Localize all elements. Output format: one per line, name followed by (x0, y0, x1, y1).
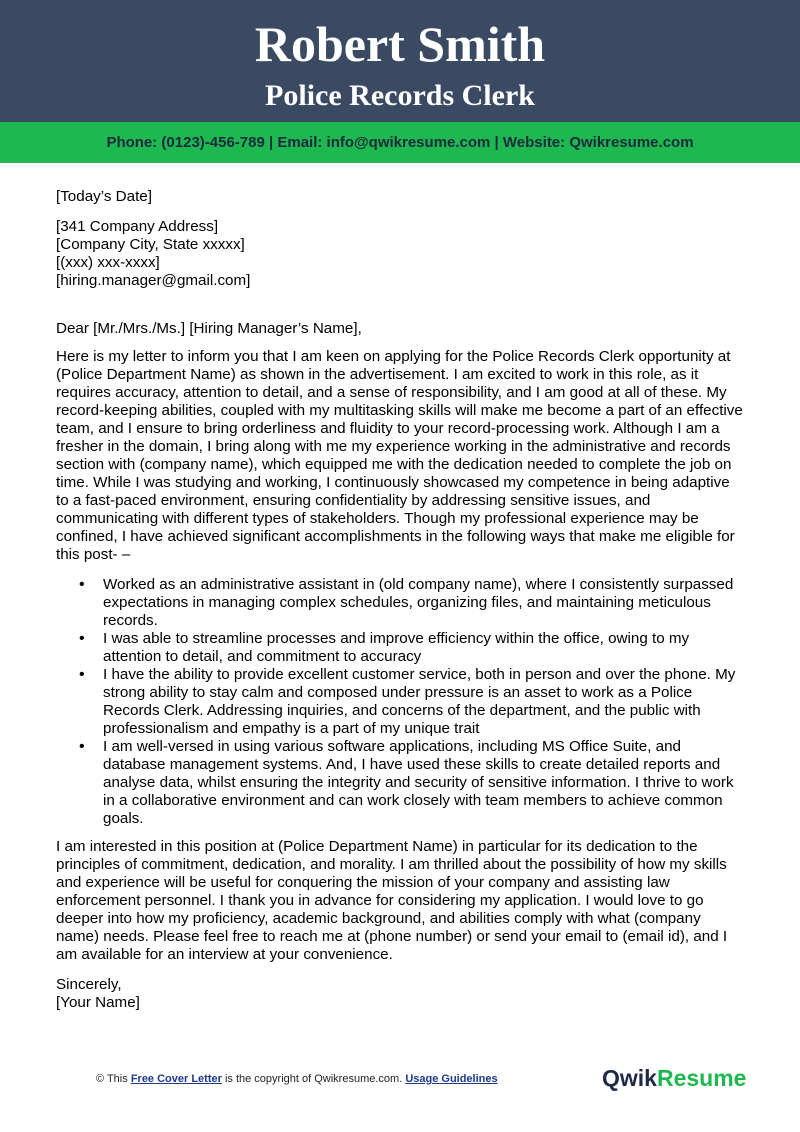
signoff: Sincerely, (56, 976, 122, 993)
qwikresume-logo (602, 1064, 746, 1092)
closing-paragraph: I am interested in this position at (Police Department Name) in particular for its dedication to the principles of commitment, dedication, and morality. I am thrilled about the possibility of how my skills and experience will be useful for conquering the mission of your company and assisting law enforcement personnel. I thank you in advance for considering my application. I would love to go deeper into how my proficiency, academic background, and abilities comply with what (company name) needs. Please feel free to reach me at (phone number) or send your email to (email id), and I am available for an interview at your convenience. (56, 838, 728, 963)
contact-bar: Phone: (0123)-456-789 | Email: info@qwikresume.com | Website: Qwikresume.com (0, 122, 800, 163)
list-item: • I have the ability to provide excellent customer service, both in person and over the phone. My strong ability to stay calm and composed under pressure is an asset to work as a Police Records Clerk. Addressing inquiries, and concerns of the department, and the public with professionalism and empathy is a part of my unique trait (103, 666, 746, 738)
signature: [Your Name] (56, 994, 140, 1011)
copyright-footer (96, 1072, 498, 1086)
address-line: [Company City, State xxxxx] (56, 236, 245, 253)
logo-qwik: Qwik (602, 1065, 657, 1091)
copyright-prefix: © This (96, 1073, 131, 1085)
intro-paragraph: Here is my letter to inform you that I am keen on applying for the Police Records Clerk opportunity at (Police Department Name) as shown in the advertisement. I am excited to work in this role, as it requires accuracy, attention to detail, and a sense of responsibility, and I am good at all of these. My record-keeping abilities, coupled with my multitasking skills will make me become a part of an effective team, and I ensure to bring orderliness and fluidity to your record-processing work. Although I am a fresher in the domain, I bring along with me my experience working in the administrative and records section with (company name), which equipped me with the dedication needed to complete the job on time. While I was studying and working, I continuously showcased my competence in being adaptive to a fast-paced environment, ensuring confidentiality by addressing sensitive issues, and communicating with different types of stakeholders. Though my professional experience may be confined, I have achieved significant accomplishments in the following ways that make me eligible for this post- – (56, 348, 743, 563)
job-title: Police Records Clerk (265, 79, 535, 112)
letter-body (56, 188, 746, 1012)
list-item: • I am well-versed in using various software applications, including MS Office Suite, and database management systems. And, I have used these skills to create detailed reports and analyse data, whilst ensuring the integrity and security of sensitive information. I thrive to work in a collaborative environment and can work closely with team members to achieve common goals. (103, 738, 746, 828)
address-line: [341 Company Address] (56, 218, 219, 235)
letter-date: [Today’s Date] (56, 188, 152, 205)
accomplishments-list (56, 576, 746, 828)
list-item: • I was able to streamline processes and improve efficiency within the office, owing to my attention to detail, and commitment to accuracy (103, 630, 746, 666)
free-cover-letter-link[interactable]: Free Cover Letter (130, 1073, 222, 1085)
header-banner (0, 0, 800, 122)
list-item: • Worked as an administrative assistant in (old company name), where I consistently surpassed expectations in managing complex schedules, organizing files, and maintaining meticulous records. (103, 576, 746, 630)
address-line: [hiring.manager@gmail.com] (56, 272, 251, 289)
applicant-name: Robert Smith (254, 16, 546, 72)
address-line: [(xxx) xxx-xxxx] (56, 254, 160, 271)
salutation: Dear [Mr./Mrs./Ms.] [Hiring Manager’s Name], (56, 320, 362, 337)
usage-guidelines-link[interactable]: Usage Guidelines (405, 1073, 498, 1085)
copyright-middle: is the copyright of Qwikresume.com. (221, 1073, 406, 1085)
logo-resume: Resume (656, 1065, 747, 1091)
